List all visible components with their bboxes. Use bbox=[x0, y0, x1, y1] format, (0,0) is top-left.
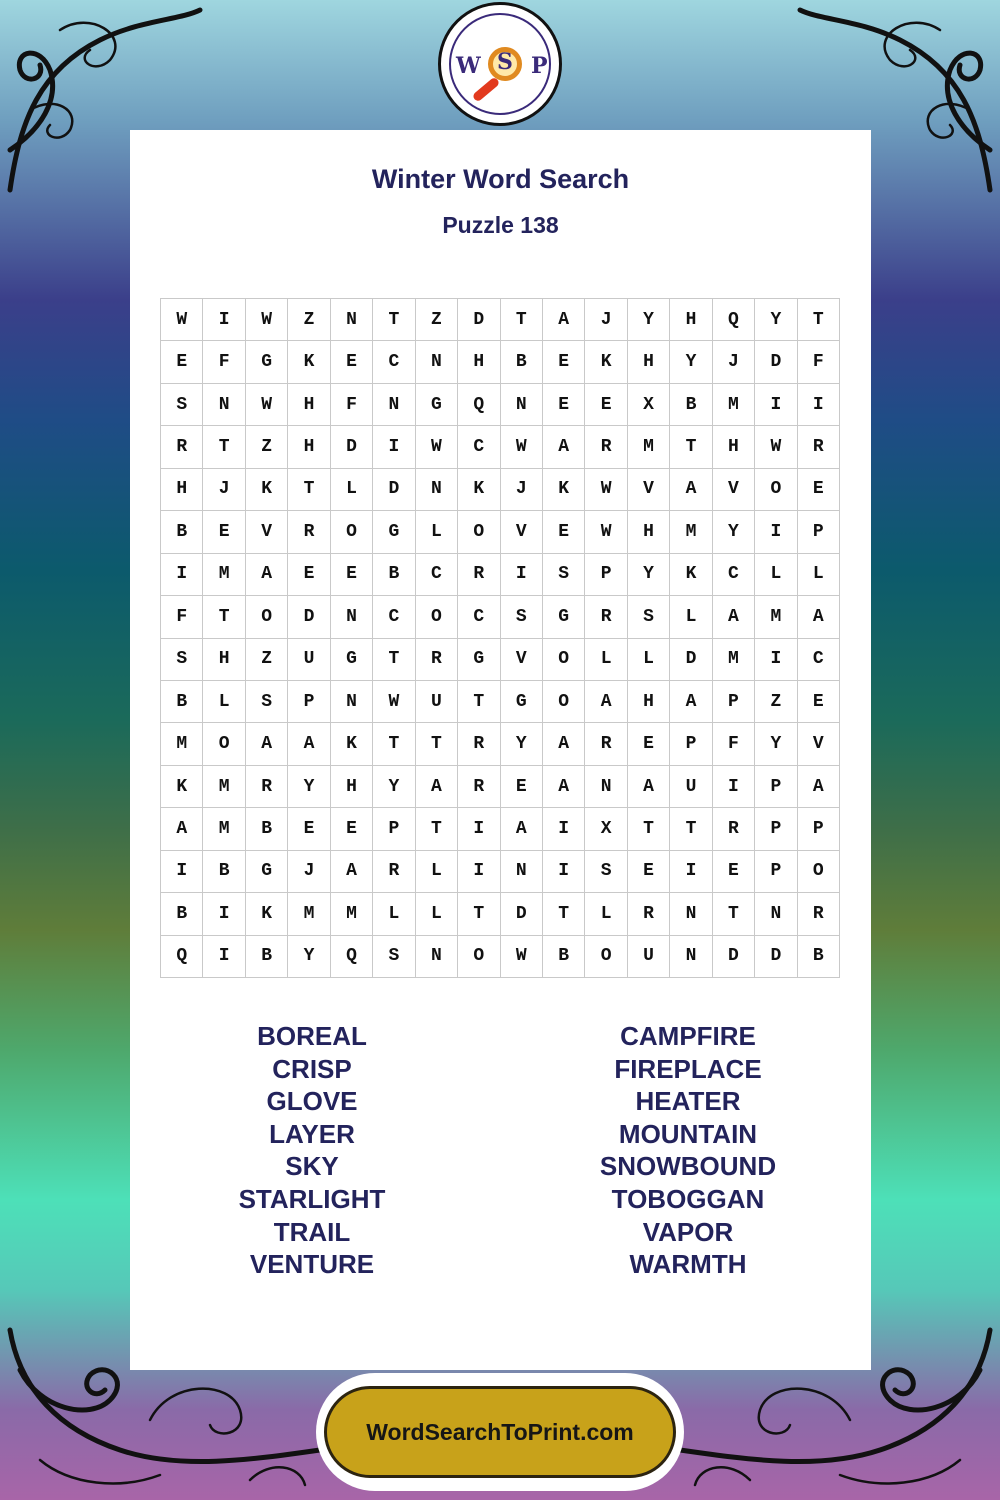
grid-cell[interactable]: C bbox=[416, 554, 458, 596]
grid-cell[interactable]: I bbox=[755, 511, 797, 553]
grid-cell[interactable]: M bbox=[755, 596, 797, 638]
word-list-item: GLOVE bbox=[266, 1086, 358, 1117]
logo-letter: W bbox=[456, 53, 481, 79]
grid-cell[interactable]: W bbox=[373, 681, 415, 723]
grid-cell[interactable]: A bbox=[161, 808, 203, 850]
grid-cell[interactable]: T bbox=[670, 426, 712, 468]
grid-cell[interactable]: O bbox=[416, 596, 458, 638]
grid-cell[interactable]: C bbox=[458, 596, 500, 638]
grid-cell[interactable]: H bbox=[628, 681, 670, 723]
grid-cell[interactable]: E bbox=[331, 808, 373, 850]
grid-cell[interactable]: N bbox=[331, 299, 373, 341]
grid-cell[interactable]: O bbox=[458, 936, 500, 978]
grid-cell[interactable]: E bbox=[585, 384, 627, 426]
grid-cell[interactable]: N bbox=[416, 469, 458, 511]
grid-cell[interactable]: I bbox=[670, 851, 712, 893]
grid-cell[interactable]: F bbox=[203, 341, 245, 383]
grid-cell[interactable]: V bbox=[501, 511, 543, 553]
grid-cell[interactable]: B bbox=[246, 808, 288, 850]
grid-cell[interactable]: W bbox=[755, 426, 797, 468]
word-list-item: FIREPLACE bbox=[614, 1053, 762, 1084]
grid-cell[interactable]: K bbox=[246, 469, 288, 511]
grid-cell[interactable]: M bbox=[203, 808, 245, 850]
grid-cell[interactable]: L bbox=[416, 511, 458, 553]
grid-cell[interactable]: N bbox=[416, 936, 458, 978]
grid-cell[interactable]: W bbox=[585, 469, 627, 511]
grid-cell[interactable]: L bbox=[628, 639, 670, 681]
grid-cell[interactable]: H bbox=[628, 341, 670, 383]
grid-cell[interactable]: H bbox=[628, 511, 670, 553]
grid-cell[interactable]: A bbox=[670, 469, 712, 511]
grid-cell[interactable]: W bbox=[501, 936, 543, 978]
word-list-item: TRAIL bbox=[273, 1216, 351, 1247]
grid-cell[interactable]: F bbox=[798, 341, 840, 383]
grid-cell[interactable]: T bbox=[501, 299, 543, 341]
grid-cell[interactable]: W bbox=[246, 384, 288, 426]
grid-cell[interactable]: A bbox=[246, 554, 288, 596]
grid-cell[interactable]: K bbox=[246, 893, 288, 935]
site-link-button[interactable]: WordSearchToPrint.com bbox=[324, 1386, 676, 1478]
grid-cell[interactable]: W bbox=[501, 426, 543, 468]
grid-cell[interactable]: I bbox=[501, 554, 543, 596]
grid-cell[interactable]: P bbox=[373, 808, 415, 850]
grid-cell[interactable]: H bbox=[288, 384, 330, 426]
grid-cell[interactable]: A bbox=[501, 808, 543, 850]
grid-cell[interactable]: O bbox=[246, 596, 288, 638]
word-list-item: HEATER bbox=[635, 1086, 741, 1117]
grid-cell[interactable]: I bbox=[755, 384, 797, 426]
grid-cell[interactable]: P bbox=[798, 808, 840, 850]
grid-cell[interactable]: O bbox=[755, 469, 797, 511]
grid-cell[interactable]: G bbox=[543, 596, 585, 638]
grid-cell[interactable]: B bbox=[161, 681, 203, 723]
word-list-item: SKY bbox=[285, 1151, 339, 1182]
grid-cell[interactable]: T bbox=[373, 299, 415, 341]
grid-cell[interactable]: F bbox=[161, 596, 203, 638]
grid-cell[interactable]: T bbox=[670, 808, 712, 850]
logo-letter: P bbox=[531, 53, 548, 79]
grid-cell[interactable]: K bbox=[458, 469, 500, 511]
grid-cell[interactable]: R bbox=[585, 596, 627, 638]
grid-cell[interactable]: D bbox=[501, 893, 543, 935]
grid-cell[interactable]: N bbox=[755, 893, 797, 935]
grid-cell[interactable]: H bbox=[458, 341, 500, 383]
grid-cell[interactable]: N bbox=[670, 936, 712, 978]
grid-cell[interactable]: T bbox=[543, 893, 585, 935]
grid-cell[interactable]: A bbox=[543, 723, 585, 765]
grid-cell[interactable]: M bbox=[670, 511, 712, 553]
grid-cell[interactable]: C bbox=[798, 639, 840, 681]
grid-cell[interactable]: T bbox=[416, 808, 458, 850]
grid-cell[interactable]: N bbox=[501, 851, 543, 893]
grid-cell[interactable]: O bbox=[798, 851, 840, 893]
grid-cell[interactable]: T bbox=[373, 639, 415, 681]
grid-cell[interactable]: P bbox=[670, 723, 712, 765]
puzzle-number: Puzzle 138 bbox=[442, 212, 559, 238]
grid-cell[interactable]: H bbox=[331, 766, 373, 808]
grid-cell[interactable]: N bbox=[585, 766, 627, 808]
grid-cell[interactable]: E bbox=[288, 554, 330, 596]
grid-cell[interactable]: V bbox=[501, 639, 543, 681]
grid-cell[interactable]: L bbox=[373, 893, 415, 935]
grid-cell[interactable]: I bbox=[713, 766, 755, 808]
grid-cell[interactable]: B bbox=[543, 936, 585, 978]
grid-cell[interactable]: L bbox=[585, 639, 627, 681]
grid-cell[interactable]: U bbox=[416, 681, 458, 723]
grid-cell[interactable]: T bbox=[458, 681, 500, 723]
grid-cell[interactable]: M bbox=[331, 893, 373, 935]
grid-cell[interactable]: H bbox=[713, 426, 755, 468]
grid-cell[interactable]: T bbox=[416, 723, 458, 765]
grid-cell[interactable]: V bbox=[628, 469, 670, 511]
grid-cell[interactable]: P bbox=[755, 766, 797, 808]
grid-cell[interactable]: C bbox=[373, 596, 415, 638]
grid-cell[interactable]: Y bbox=[373, 766, 415, 808]
word-list-item: LAYER bbox=[269, 1118, 355, 1149]
grid-cell[interactable]: E bbox=[798, 681, 840, 723]
grid-cell[interactable]: I bbox=[543, 808, 585, 850]
grid-cell[interactable]: S bbox=[585, 851, 627, 893]
grid-cell[interactable]: A bbox=[416, 766, 458, 808]
grid-cell[interactable]: S bbox=[246, 681, 288, 723]
grid-cell[interactable]: R bbox=[161, 426, 203, 468]
grid-cell[interactable]: Q bbox=[331, 936, 373, 978]
word-list-item: VAPOR bbox=[642, 1216, 734, 1247]
grid-cell[interactable]: M bbox=[288, 893, 330, 935]
grid-cell[interactable]: K bbox=[670, 554, 712, 596]
grid-cell[interactable]: A bbox=[246, 723, 288, 765]
grid-cell[interactable]: H bbox=[161, 469, 203, 511]
grid-cell[interactable]: S bbox=[543, 554, 585, 596]
grid-cell[interactable]: I bbox=[458, 808, 500, 850]
grid-cell[interactable]: X bbox=[585, 808, 627, 850]
grid-cell[interactable]: K bbox=[161, 766, 203, 808]
puzzle-title: Winter Word Search bbox=[371, 164, 630, 194]
grid-cell[interactable]: D bbox=[670, 639, 712, 681]
grid-cell[interactable]: Y bbox=[713, 511, 755, 553]
grid-cell[interactable]: Y bbox=[755, 723, 797, 765]
grid-cell[interactable]: R bbox=[713, 808, 755, 850]
grid-cell[interactable]: B bbox=[161, 893, 203, 935]
grid-cell[interactable]: W bbox=[161, 299, 203, 341]
grid-cell[interactable]: N bbox=[203, 384, 245, 426]
grid-cell[interactable]: K bbox=[331, 723, 373, 765]
grid-cell[interactable]: N bbox=[416, 341, 458, 383]
grid-cell[interactable]: T bbox=[203, 596, 245, 638]
grid-cell[interactable]: P bbox=[585, 554, 627, 596]
grid-cell[interactable]: D bbox=[755, 936, 797, 978]
word-list-item: WARMTH bbox=[629, 1249, 747, 1280]
letter-grid bbox=[160, 298, 840, 978]
grid-cell[interactable]: P bbox=[713, 681, 755, 723]
grid-cell[interactable]: L bbox=[331, 469, 373, 511]
grid-cell[interactable]: C bbox=[458, 426, 500, 468]
grid-cell[interactable]: L bbox=[585, 893, 627, 935]
grid-cell[interactable]: A bbox=[798, 596, 840, 638]
grid-cell[interactable]: J bbox=[203, 469, 245, 511]
grid-cell[interactable]: I bbox=[203, 893, 245, 935]
grid-cell[interactable]: G bbox=[331, 639, 373, 681]
grid-cell[interactable]: J bbox=[713, 341, 755, 383]
grid-cell[interactable]: T bbox=[798, 299, 840, 341]
word-list-item: BOREAL bbox=[257, 1021, 367, 1051]
grid-cell[interactable]: T bbox=[458, 893, 500, 935]
grid-cell[interactable]: D bbox=[755, 341, 797, 383]
grid-cell[interactable]: N bbox=[331, 681, 373, 723]
grid-cell[interactable]: R bbox=[458, 766, 500, 808]
grid-cell[interactable]: S bbox=[373, 936, 415, 978]
grid-cell[interactable]: R bbox=[416, 639, 458, 681]
grid-cell[interactable]: T bbox=[628, 808, 670, 850]
grid-cell[interactable]: I bbox=[755, 639, 797, 681]
grid-cell[interactable]: Q bbox=[458, 384, 500, 426]
grid-cell[interactable]: I bbox=[161, 851, 203, 893]
grid-cell[interactable]: R bbox=[628, 893, 670, 935]
grid-cell[interactable]: B bbox=[798, 936, 840, 978]
grid-cell[interactable]: W bbox=[585, 511, 627, 553]
grid-cell[interactable]: A bbox=[288, 723, 330, 765]
grid-cell[interactable]: M bbox=[203, 766, 245, 808]
grid-cell[interactable]: P bbox=[798, 511, 840, 553]
grid-cell[interactable]: T bbox=[713, 893, 755, 935]
grid-cell[interactable]: C bbox=[713, 554, 755, 596]
grid-cell[interactable]: F bbox=[713, 723, 755, 765]
grid-cell[interactable]: A bbox=[543, 426, 585, 468]
word-list-item: MOUNTAIN bbox=[618, 1118, 758, 1149]
grid-cell[interactable]: O bbox=[331, 511, 373, 553]
word-list-item: CRISP bbox=[272, 1053, 352, 1084]
grid-cell[interactable]: G bbox=[458, 639, 500, 681]
grid-cell[interactable]: R bbox=[246, 766, 288, 808]
grid-cell[interactable]: A bbox=[670, 681, 712, 723]
grid-cell[interactable]: E bbox=[628, 851, 670, 893]
grid-cell[interactable]: Q bbox=[161, 936, 203, 978]
grid-cell[interactable]: L bbox=[416, 893, 458, 935]
grid-cell[interactable]: I bbox=[161, 554, 203, 596]
grid-cell[interactable]: L bbox=[798, 554, 840, 596]
grid-cell[interactable]: L bbox=[755, 554, 797, 596]
grid-cell[interactable]: E bbox=[543, 341, 585, 383]
grid-cell[interactable]: R bbox=[585, 426, 627, 468]
grid-cell[interactable]: C bbox=[373, 341, 415, 383]
grid-cell[interactable]: N bbox=[373, 384, 415, 426]
grid-cell[interactable]: B bbox=[203, 851, 245, 893]
grid-cell[interactable]: B bbox=[161, 511, 203, 553]
grid-cell[interactable]: A bbox=[543, 766, 585, 808]
grid-cell[interactable]: T bbox=[203, 426, 245, 468]
grid-cell[interactable]: L bbox=[203, 681, 245, 723]
grid-cell[interactable]: Y bbox=[670, 341, 712, 383]
word-list-item: STARLIGHT bbox=[238, 1183, 386, 1214]
grid-cell[interactable]: O bbox=[203, 723, 245, 765]
grid-cell[interactable]: R bbox=[288, 511, 330, 553]
grid-cell[interactable]: E bbox=[543, 384, 585, 426]
grid-cell[interactable]: E bbox=[331, 341, 373, 383]
grid-cell[interactable]: B bbox=[373, 554, 415, 596]
grid-cell[interactable]: G bbox=[416, 384, 458, 426]
grid-cell[interactable]: M bbox=[161, 723, 203, 765]
grid-cell[interactable]: E bbox=[288, 808, 330, 850]
grid-cell[interactable]: K bbox=[585, 341, 627, 383]
logo-letter: S bbox=[497, 49, 513, 75]
grid-cell[interactable]: G bbox=[501, 681, 543, 723]
grid-cell[interactable]: L bbox=[416, 851, 458, 893]
grid-cell[interactable]: D bbox=[713, 936, 755, 978]
grid-cell[interactable]: P bbox=[288, 681, 330, 723]
grid-cell[interactable]: J bbox=[501, 469, 543, 511]
grid-cell[interactable]: H bbox=[203, 639, 245, 681]
grid-cell[interactable]: A bbox=[585, 681, 627, 723]
grid-cell[interactable]: R bbox=[458, 723, 500, 765]
grid-cell[interactable]: A bbox=[798, 766, 840, 808]
grid-cell[interactable]: I bbox=[203, 936, 245, 978]
grid-cell[interactable]: D bbox=[373, 469, 415, 511]
grid-cell[interactable]: S bbox=[161, 384, 203, 426]
grid-cell[interactable]: H bbox=[670, 299, 712, 341]
grid-cell[interactable]: J bbox=[585, 299, 627, 341]
grid-cell[interactable]: I bbox=[798, 384, 840, 426]
grid-cell[interactable]: O bbox=[543, 639, 585, 681]
grid-cell[interactable]: I bbox=[543, 851, 585, 893]
grid-cell[interactable]: A bbox=[543, 299, 585, 341]
grid-cell[interactable]: M bbox=[713, 384, 755, 426]
word-list-item: CAMPFIRE bbox=[620, 1021, 756, 1051]
grid-cell[interactable]: D bbox=[331, 426, 373, 468]
grid-cell[interactable]: E bbox=[161, 341, 203, 383]
grid-cell[interactable]: T bbox=[373, 723, 415, 765]
grid-cell[interactable]: W bbox=[246, 299, 288, 341]
grid-cell[interactable]: Y bbox=[628, 554, 670, 596]
grid-cell[interactable]: V bbox=[798, 723, 840, 765]
grid-cell[interactable]: A bbox=[713, 596, 755, 638]
grid-cell[interactable]: O bbox=[585, 936, 627, 978]
word-list-item: SNOWBOUND bbox=[599, 1151, 777, 1182]
puzzle-sheet bbox=[130, 130, 871, 1370]
grid-cell[interactable]: G bbox=[246, 851, 288, 893]
grid-cell[interactable]: E bbox=[798, 469, 840, 511]
grid-cell[interactable]: P bbox=[755, 851, 797, 893]
word-list-right bbox=[538, 1020, 838, 1281]
grid-cell[interactable]: V bbox=[246, 511, 288, 553]
grid-cell[interactable]: E bbox=[501, 766, 543, 808]
grid-cell[interactable]: U bbox=[288, 639, 330, 681]
grid-cell[interactable]: K bbox=[288, 341, 330, 383]
grid-cell[interactable]: Z bbox=[246, 639, 288, 681]
grid-cell[interactable]: Z bbox=[246, 426, 288, 468]
grid-cell[interactable]: R bbox=[458, 554, 500, 596]
grid-cell[interactable]: I bbox=[373, 426, 415, 468]
word-list-item: VENTURE bbox=[249, 1249, 375, 1280]
word-list-left bbox=[162, 1020, 462, 1281]
word-list-item: TOBOGGAN bbox=[611, 1183, 765, 1214]
grid-cell[interactable]: S bbox=[628, 596, 670, 638]
site-logo[interactable] bbox=[438, 2, 562, 126]
grid-cell[interactable]: S bbox=[161, 639, 203, 681]
grid-cell[interactable]: A bbox=[628, 766, 670, 808]
grid-cell[interactable]: E bbox=[628, 723, 670, 765]
grid-cell[interactable]: U bbox=[628, 936, 670, 978]
grid-cell[interactable]: U bbox=[670, 766, 712, 808]
grid-cell[interactable]: B bbox=[670, 384, 712, 426]
grid-cell[interactable]: I bbox=[458, 851, 500, 893]
grid-cell[interactable]: D bbox=[288, 596, 330, 638]
grid-cell[interactable]: S bbox=[501, 596, 543, 638]
grid-cell[interactable]: N bbox=[331, 596, 373, 638]
grid-cell[interactable]: V bbox=[713, 469, 755, 511]
grid-cell[interactable]: E bbox=[713, 851, 755, 893]
grid-cell[interactable]: N bbox=[670, 893, 712, 935]
grid-cell[interactable]: M bbox=[203, 554, 245, 596]
grid-cell[interactable]: B bbox=[246, 936, 288, 978]
grid-cell[interactable]: Q bbox=[713, 299, 755, 341]
grid-cell[interactable]: Y bbox=[501, 723, 543, 765]
grid-cell[interactable]: H bbox=[288, 426, 330, 468]
grid-cell[interactable]: Z bbox=[416, 299, 458, 341]
grid-cell[interactable]: J bbox=[288, 851, 330, 893]
grid-cell[interactable]: E bbox=[543, 511, 585, 553]
grid-cell[interactable]: E bbox=[331, 554, 373, 596]
grid-cell[interactable]: M bbox=[628, 426, 670, 468]
grid-cell[interactable]: Y bbox=[288, 766, 330, 808]
grid-cell[interactable]: A bbox=[331, 851, 373, 893]
grid-cell[interactable]: G bbox=[373, 511, 415, 553]
grid-cell[interactable]: X bbox=[628, 384, 670, 426]
grid-cell[interactable]: Z bbox=[288, 299, 330, 341]
grid-cell[interactable]: W bbox=[416, 426, 458, 468]
grid-cell[interactable]: L bbox=[670, 596, 712, 638]
grid-cell[interactable]: N bbox=[501, 384, 543, 426]
grid-cell[interactable]: F bbox=[331, 384, 373, 426]
grid-cell[interactable]: O bbox=[458, 511, 500, 553]
grid-cell[interactable]: I bbox=[203, 299, 245, 341]
grid-cell[interactable]: B bbox=[501, 341, 543, 383]
grid-cell[interactable]: G bbox=[246, 341, 288, 383]
grid-cell[interactable]: T bbox=[288, 469, 330, 511]
grid-cell[interactable]: E bbox=[203, 511, 245, 553]
grid-cell[interactable]: P bbox=[755, 808, 797, 850]
grid-cell[interactable]: Y bbox=[755, 299, 797, 341]
grid-cell[interactable]: Z bbox=[755, 681, 797, 723]
grid-cell[interactable]: R bbox=[585, 723, 627, 765]
grid-cell[interactable]: D bbox=[458, 299, 500, 341]
grid-cell[interactable]: K bbox=[543, 469, 585, 511]
grid-cell[interactable]: R bbox=[798, 426, 840, 468]
grid-cell[interactable]: Y bbox=[628, 299, 670, 341]
grid-cell[interactable]: R bbox=[373, 851, 415, 893]
grid-cell[interactable]: Y bbox=[288, 936, 330, 978]
grid-cell[interactable]: R bbox=[798, 893, 840, 935]
grid-cell[interactable]: M bbox=[713, 639, 755, 681]
grid-cell[interactable]: O bbox=[543, 681, 585, 723]
